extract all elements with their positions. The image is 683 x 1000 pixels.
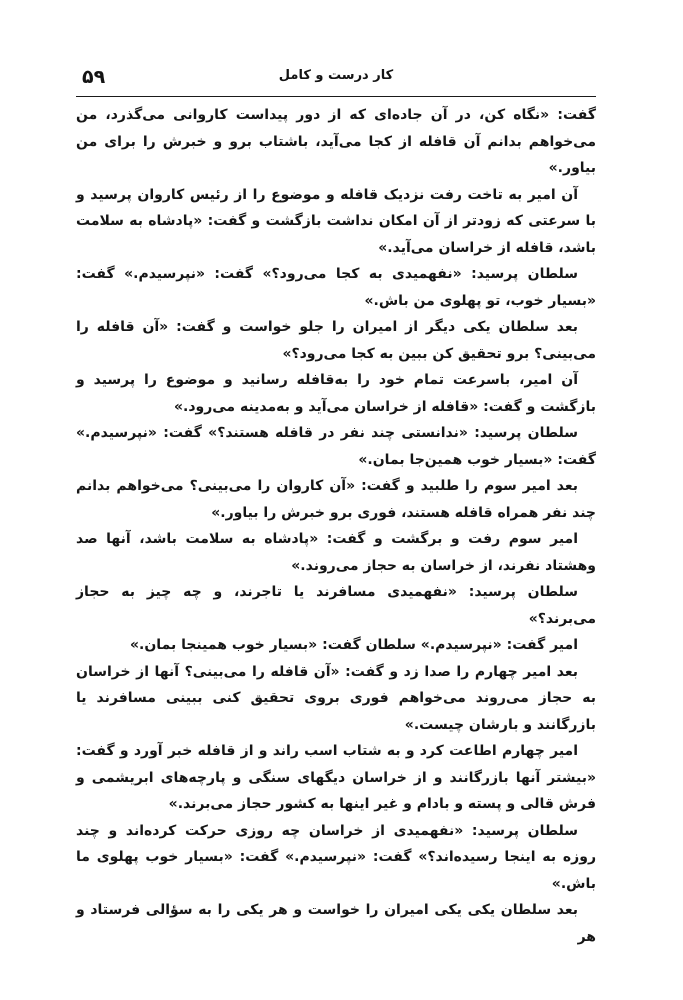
paragraph: بعد امیر چهارم را صدا زد و گفت: «آن قافله را می‌بینی؟ آنها از خراسان به حجاز می‌روند می‌خواهم فوری بروی تحقیق کنی ببینی مسافرند یا بازرگانند و بارشان چیست.» xyxy=(76,663,596,733)
body-text xyxy=(76,102,596,950)
paragraph: بعد سلطان یکی دیگر از امیران را جلو خواست و گفت: «آن قافله را می‌بینی؟ برو تحقیق کن ببین به کجا می‌رود؟» xyxy=(76,319,596,362)
paragraph: سلطان پرسید: «نفهمیدی به کجا می‌رود؟» گفت: «نپرسیدم.» گفت: «بسیار خوب، تو پهلوی من باش.» xyxy=(76,266,596,309)
paragraph: امیر چهارم اطاعت کرد و به شتاب اسب راند و از قافله خبر آورد و گفت: «بیشتر آنها بازرگانند و از خراسان دیگهای سنگی و پارچه‌های ابریشمی و فرش قالی و پسته و بادام و غیر اینها به کشور حجاز می‌برند.» xyxy=(76,743,596,812)
page-number: ۵۹ xyxy=(82,66,106,88)
paragraph: امیر سوم رفت و برگشت و گفت: «پادشاه به سلامت باشد، آنها صد وهشتاد نفرند، از خراسان به حجاز می‌روند.» xyxy=(76,531,596,574)
paragraph: آن امیر، باسرعت تمام خود را به‌قافله رسانید و موضوع را پرسید و بازگشت و گفت: «قافله از خراسان می‌آید و به‌مدینه می‌رود.» xyxy=(76,372,596,415)
paragraph: بعد سلطان یکی یکی امیران را خواست و هر یکی را به سؤالی فرستاد و هر xyxy=(76,902,596,945)
paragraph: آن امیر به تاخت رفت نزدیک قافله و موضوع را از رئیس کاروان پرسید و با سرعتی که زودتر از آن امکان نداشت بازگشت و گفت: «پادشاه به سلامت باشد، قافله از خراسان می‌آید.» xyxy=(76,186,596,256)
running-title: کار درست و کامل xyxy=(278,68,394,83)
paragraph: بعد امیر سوم را طلبید و گفت: «آن کاروان را می‌بینی؟ می‌خواهم بدانم چند نفر همراه قافله هستند، فوری برو خبرش را بیاور.» xyxy=(76,478,596,521)
header-rule xyxy=(76,96,596,97)
paragraph: سلطان پرسید: «ندانستی چند نفر در قافله هستند؟» گفت: «نپرسیدم.» گفت: «بسیار خوب همین‌جا بمان.» xyxy=(76,425,596,468)
paragraph: امیر گفت: «نپرسیدم.» سلطان گفت: «بسیار خوب همینجا بمان.» xyxy=(130,637,578,653)
paragraph: سلطان پرسید: «نفهمیدی مسافرند یا تاجرند، و چه چیز به حجاز می‌برند؟» xyxy=(76,584,596,627)
paragraph: سلطان پرسید: «نفهمیدی از خراسان چه روزی حرکت کرده‌اند و چند روزه به اینجا رسیده‌اند؟» گفت: «نپرسیدم.» گفت: «بسیار خوب پهلوی ما باش.» xyxy=(76,822,596,892)
paragraph: گفت: «نگاه کن، در آن جاده‌ای که از دور پیداست کاروانی می‌گذرد، من می‌خواهم بدانم آن قافله از کجا می‌آید، باشتاب برو و خبرش را برای من بیاور.» xyxy=(76,107,596,176)
page-header xyxy=(76,66,596,94)
